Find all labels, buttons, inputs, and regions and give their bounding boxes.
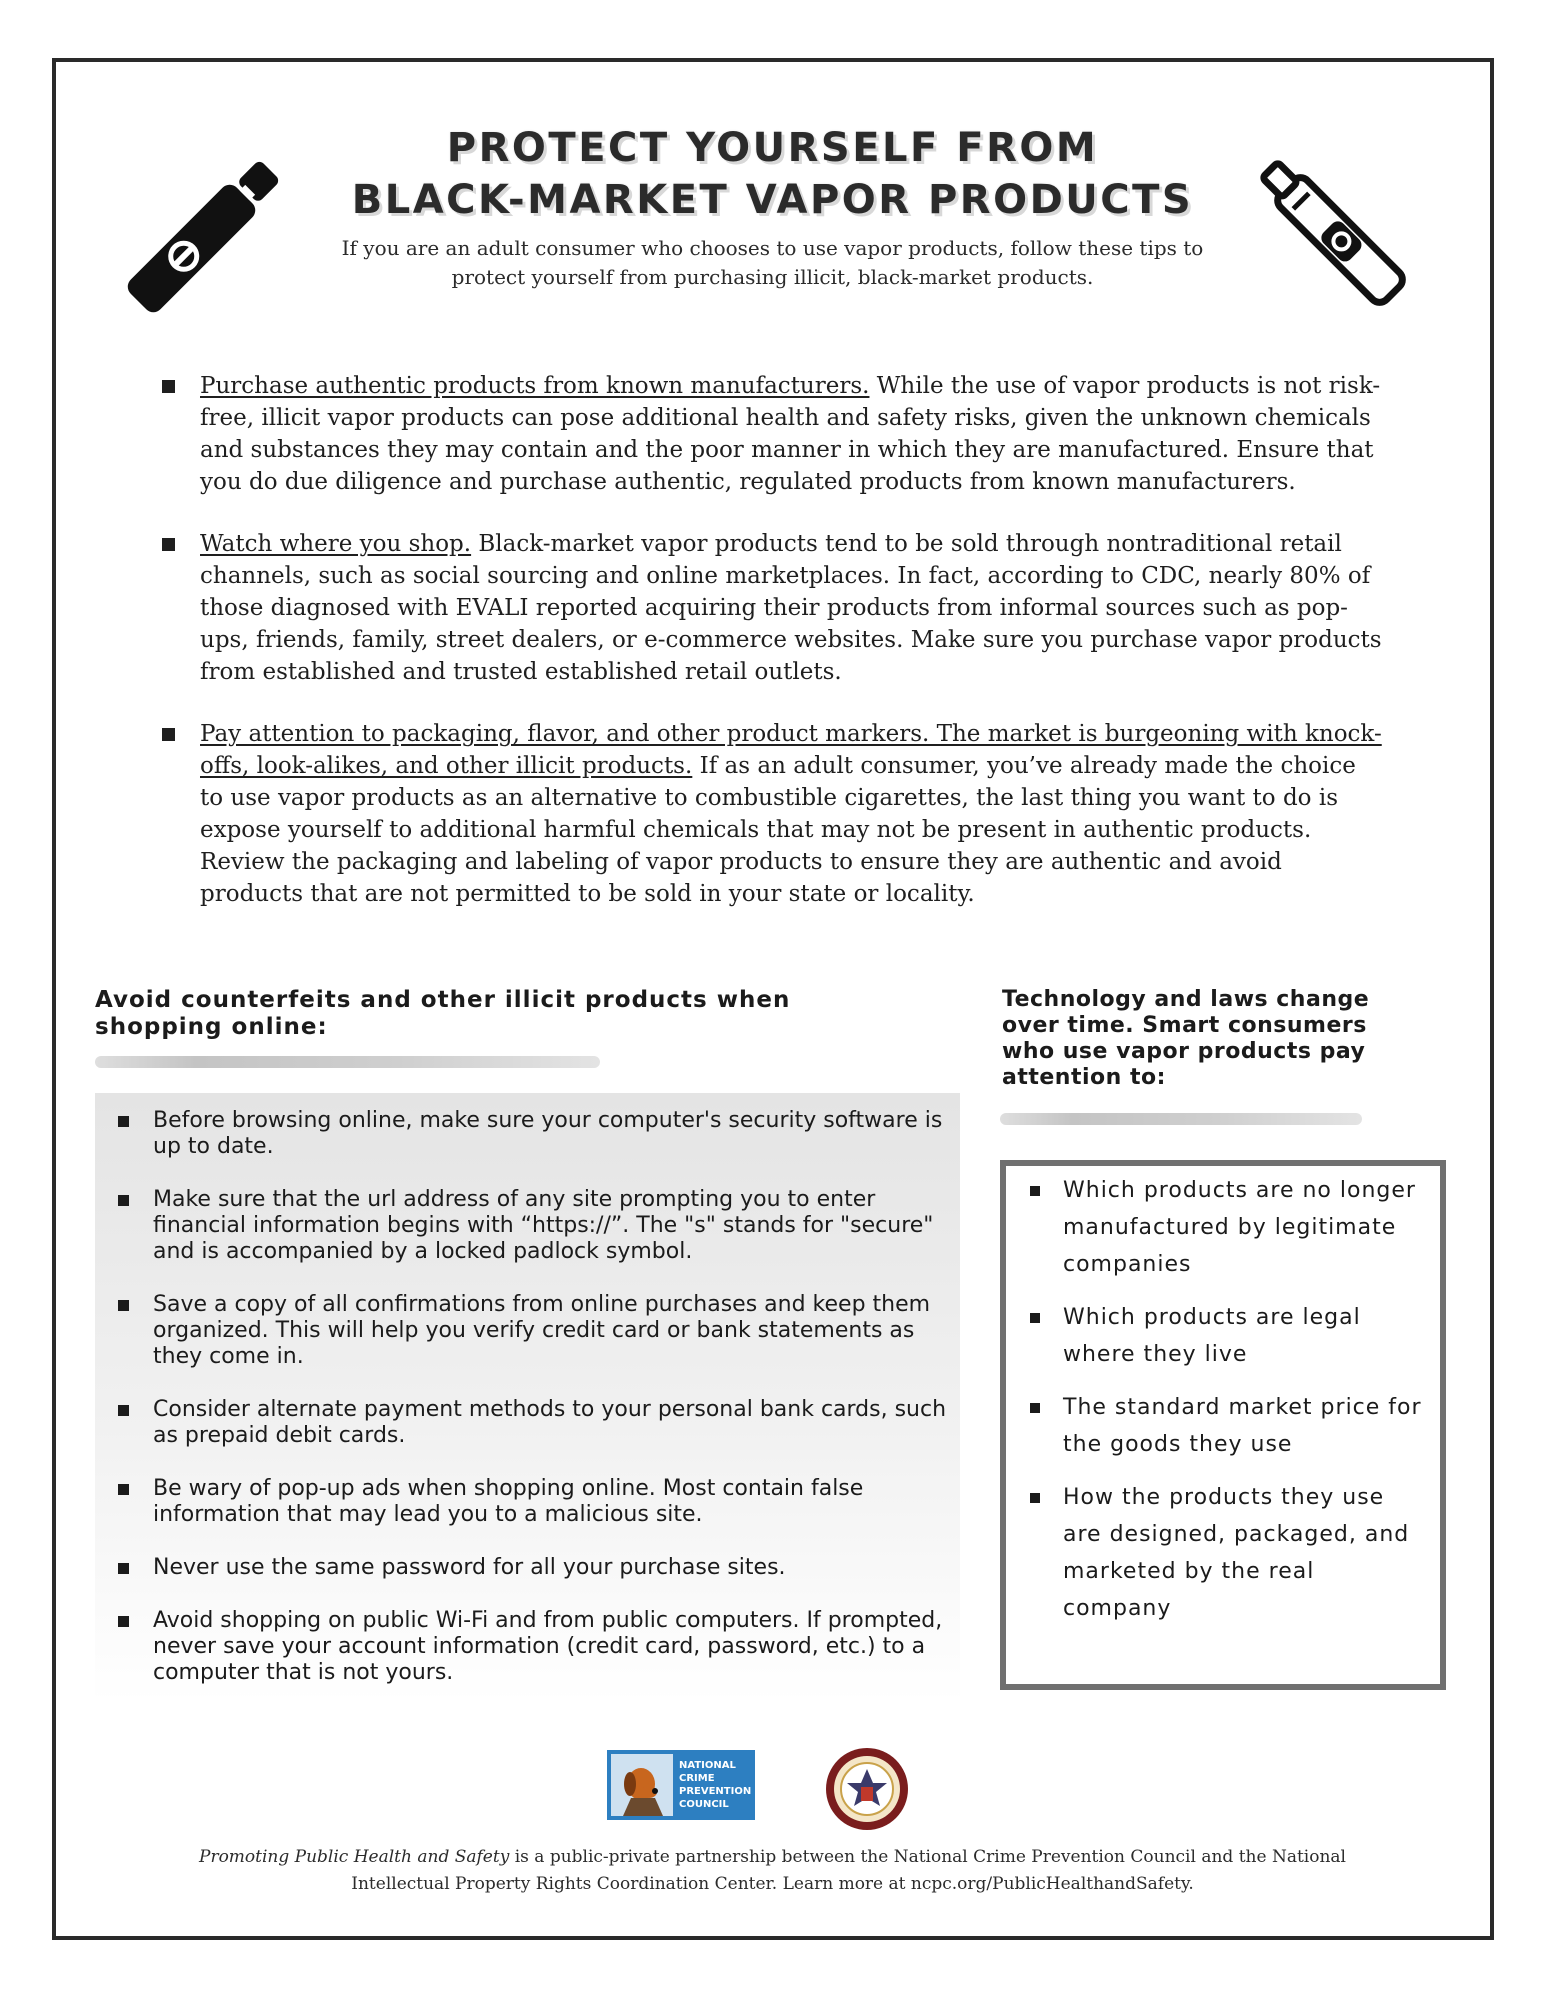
list-item — [115, 1476, 960, 1528]
square-bullet-icon — [162, 538, 175, 551]
list-item — [115, 1108, 960, 1160]
square-bullet-icon — [118, 1116, 129, 1127]
square-bullet-icon — [118, 1195, 129, 1206]
square-bullet-icon — [118, 1405, 129, 1416]
tip-body: While the use of vapor products is not risk-free, illicit vapor products can pose additional health and safety risks, given the unknown chemicals and substances they may contain and the poor manner in which they are manufactured. Ensure that you do due diligence and purchase authentic, regulated products from known manufacturers. — [200, 373, 1381, 495]
ncpc-logo — [607, 1750, 755, 1820]
list-item-text: Consider alternate payment methods to your personal bank cards, such as prepaid debit cards. — [153, 1397, 947, 1448]
square-bullet-icon — [1030, 1493, 1040, 1503]
list-item — [115, 1187, 960, 1265]
footer-text — [150, 1844, 1395, 1898]
list-item-text: Never use the same password for all your purchase sites. — [153, 1555, 786, 1580]
tip-item — [160, 528, 1385, 688]
list-item — [115, 1397, 960, 1449]
list-item-text: Save a copy of all confirmations from online purchases and keep them organized. This will help you verify credit card or bank statements as they come in. — [153, 1292, 931, 1369]
square-bullet-icon — [118, 1300, 129, 1311]
list-item-text: The standard market price for the goods they use — [1063, 1395, 1422, 1457]
square-bullet-icon — [118, 1484, 129, 1495]
list-item — [1025, 1479, 1425, 1627]
square-bullet-icon — [1030, 1403, 1040, 1413]
title-line: PROTECT YOURSELF FROM — [446, 125, 1099, 171]
list-item-text: Before browsing online, make sure your computer's security software is up to date. — [153, 1108, 943, 1159]
square-bullet-icon — [1030, 1313, 1040, 1323]
list-item — [1025, 1389, 1425, 1463]
square-bullet-icon — [118, 1616, 129, 1627]
tip-lead: Watch where you shop. — [200, 531, 472, 557]
vape-pen-icon — [85, 125, 315, 355]
tips-list — [160, 370, 1385, 940]
list-item-text: Avoid shopping on public Wi-Fi and from public computers. If prompted, never save your account information (credit card, password, etc.) to a computer that is not yours. — [153, 1608, 943, 1685]
brush-stroke-divider — [95, 1056, 600, 1068]
square-bullet-icon — [1030, 1186, 1040, 1196]
tip-lead: Pay attention to packaging, flavor, and other product markers. The market is burgeoning with knock-offs, look-alikes, and other illicit products. — [200, 721, 1382, 779]
tip-lead: Purchase authentic products from known manufacturers. — [200, 373, 870, 399]
brush-stroke-divider — [1000, 1113, 1362, 1125]
tip-body: Black-market vapor products tend to be sold through nontraditional retail channels, such as social sourcing and online marketplaces. In fact, according to CDC, nearly 80% of those diagnosed with EVALI reported acquiring their products from informal sources such as pop-ups, friends, family, street dealers, or e-commerce websites. Make sure you purchase vapor products from established and trusted established retail outlets. — [200, 531, 1382, 685]
page-title — [300, 122, 1245, 226]
tip-item — [160, 718, 1385, 910]
footer-body: is a public-private partnership between the National Crime Prevention Council and the National Intellectual Property Rights Coordination Center. Learn more at ncpc.org/PublicHealthandSafety. — [351, 1847, 1346, 1894]
attention-list — [1025, 1172, 1425, 1643]
square-bullet-icon — [162, 380, 175, 393]
title-line: BLACK-MARKET VAPOR PRODUCTS — [351, 177, 1194, 223]
list-item — [115, 1292, 960, 1370]
list-item — [1025, 1172, 1425, 1283]
list-item-text: Which products are no longer manufactured by legitimate companies — [1063, 1178, 1416, 1277]
ncpc-logo-text: NATIONAL CRIME PREVENTION COUNCIL — [679, 1760, 752, 1810]
square-bullet-icon — [162, 728, 175, 741]
online-section-heading: Avoid counterfeits and other illicit products when shopping online: — [95, 987, 791, 1040]
vape-pen-icon — [1225, 125, 1455, 355]
list-item — [1025, 1299, 1425, 1373]
tip-body: If as an adult consumer, you’ve already made the choice to use vapor products as an alternative to combustible cigarettes, the last thing you want to do is expose yourself to additional harmful chemicals that may not be present in authentic products. Review the packaging and labeling of vapor products to ensure they are authentic and avoid products that are not permitted to be sold in your state or locality. — [200, 753, 1356, 907]
mcgruff-dog-icon — [611, 1754, 673, 1816]
list-item-text: Be wary of pop-up ads when shopping online. Most contain false information that may lead you to a malicious site. — [153, 1476, 864, 1527]
list-item-text: How the products they use are designed, packaged, and marketed by the real company — [1063, 1485, 1410, 1621]
online-tips-list — [115, 1108, 960, 1713]
attention-section-heading: Technology and laws change over time. Smart consumers who use vapor products pay attention to: — [1002, 987, 1370, 1090]
intro-text: If you are an adult consumer who chooses to use vapor products, follow these tips to protect yourself from purchasing illicit, black-market products. — [341, 236, 1204, 289]
tip-item — [160, 370, 1385, 498]
square-bullet-icon — [118, 1563, 129, 1574]
list-item — [115, 1608, 960, 1686]
list-item-text: Which products are legal where they live — [1063, 1305, 1361, 1367]
footer-italic: Promoting Public Health and Safety — [199, 1847, 510, 1867]
list-item — [115, 1555, 960, 1581]
iprcenter-seal-icon — [825, 1747, 909, 1831]
list-item-text: Make sure that the url address of any site prompting you to enter financial information begins with “https://”. The "s" stands for "secure" and is accompanied by a locked padlock symbol. — [153, 1187, 934, 1264]
